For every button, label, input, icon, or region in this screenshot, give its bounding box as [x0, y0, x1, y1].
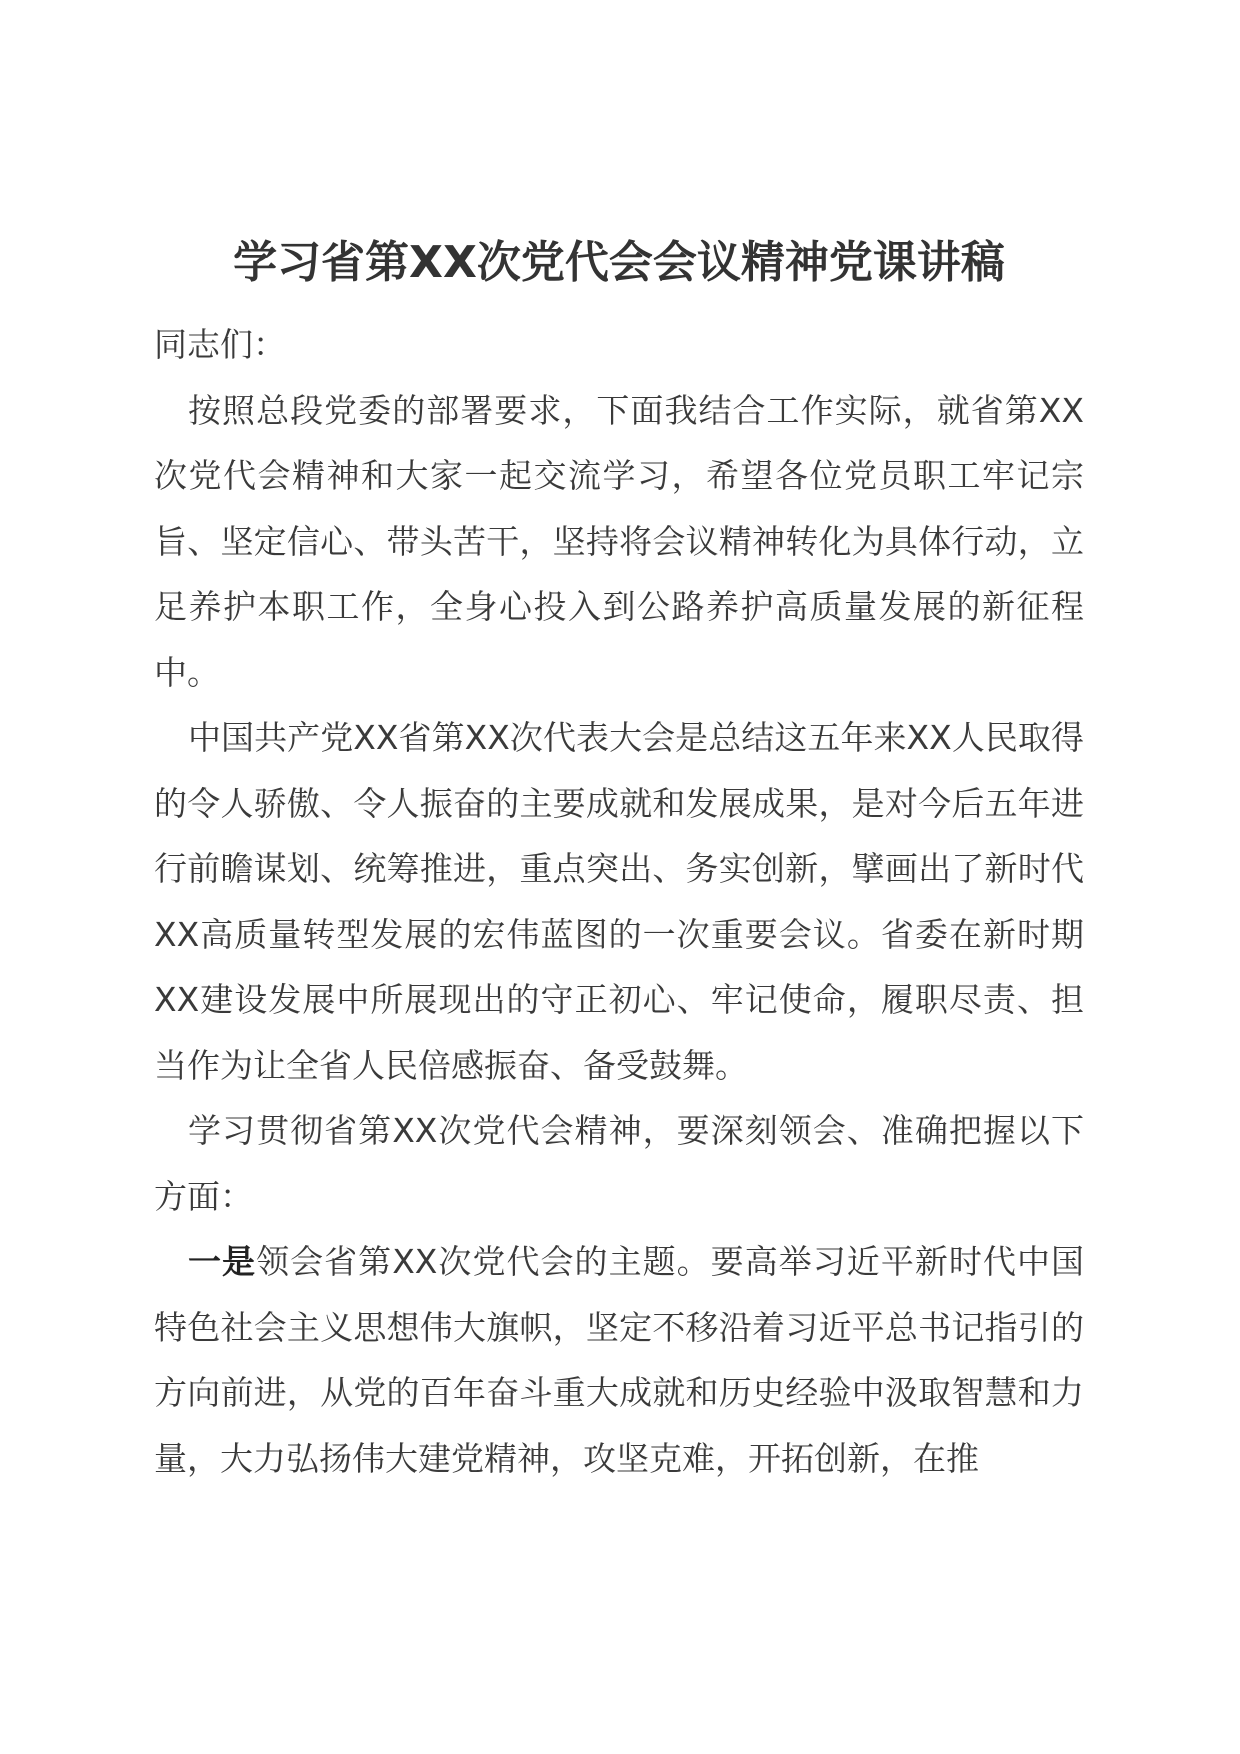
point-one-text: 领会省第XX次党代会的主题。要高举习近平新时代中国特色社会主义思想伟大旗帜，坚定不移沿着习近平总书记指引的方向前进，从党的百年奋斗重大成就和历史经验中汲取智慧和力量，大力弘扬伟大建党精神，攻坚克难，开拓创新，在推 [154, 1242, 1084, 1478]
document-page [154, 0, 1084, 1754]
document-body [154, 312, 1084, 1491]
paragraph-1: 按照总段党委的部署要求，下面我结合工作实际，就省第XX次党代会精神和大家一起交流学习，希望各位党员职工牢记宗旨、坚定信心、带头苦干，坚持将会议精神转化为具体行动，立足养护本职工作，全身心投入到公路养护高质量发展的新征程中。 [154, 390, 1084, 692]
paragraph-point-one [154, 1229, 1084, 1491]
salutation: 同志们： [154, 325, 286, 364]
paragraph-2: 中国共产党XX省第XX次代表大会是总结这五年来XX人民取得的令人骄傲、令人振奋的主要成就和发展成果，是对今后五年进行前瞻谋划、统筹推进，重点突出、务实创新，擘画出了新时代XX高质量转型发展的宏伟蓝图的一次重要会议。省委在新时期XX建设发展中所展现出的守正初心、牢记使命，履职尽责、担当作为让全省人民倍感振奋、备受鼓舞。 [154, 718, 1084, 1085]
document-title: 学习省第XX次党代会会议精神党课讲稿 [233, 237, 1005, 288]
paragraph-3: 学习贯彻省第XX次党代会精神，要深刻领会、准确把握以下方面： [154, 1111, 1084, 1216]
point-one-lead: 一是 [188, 1242, 257, 1281]
